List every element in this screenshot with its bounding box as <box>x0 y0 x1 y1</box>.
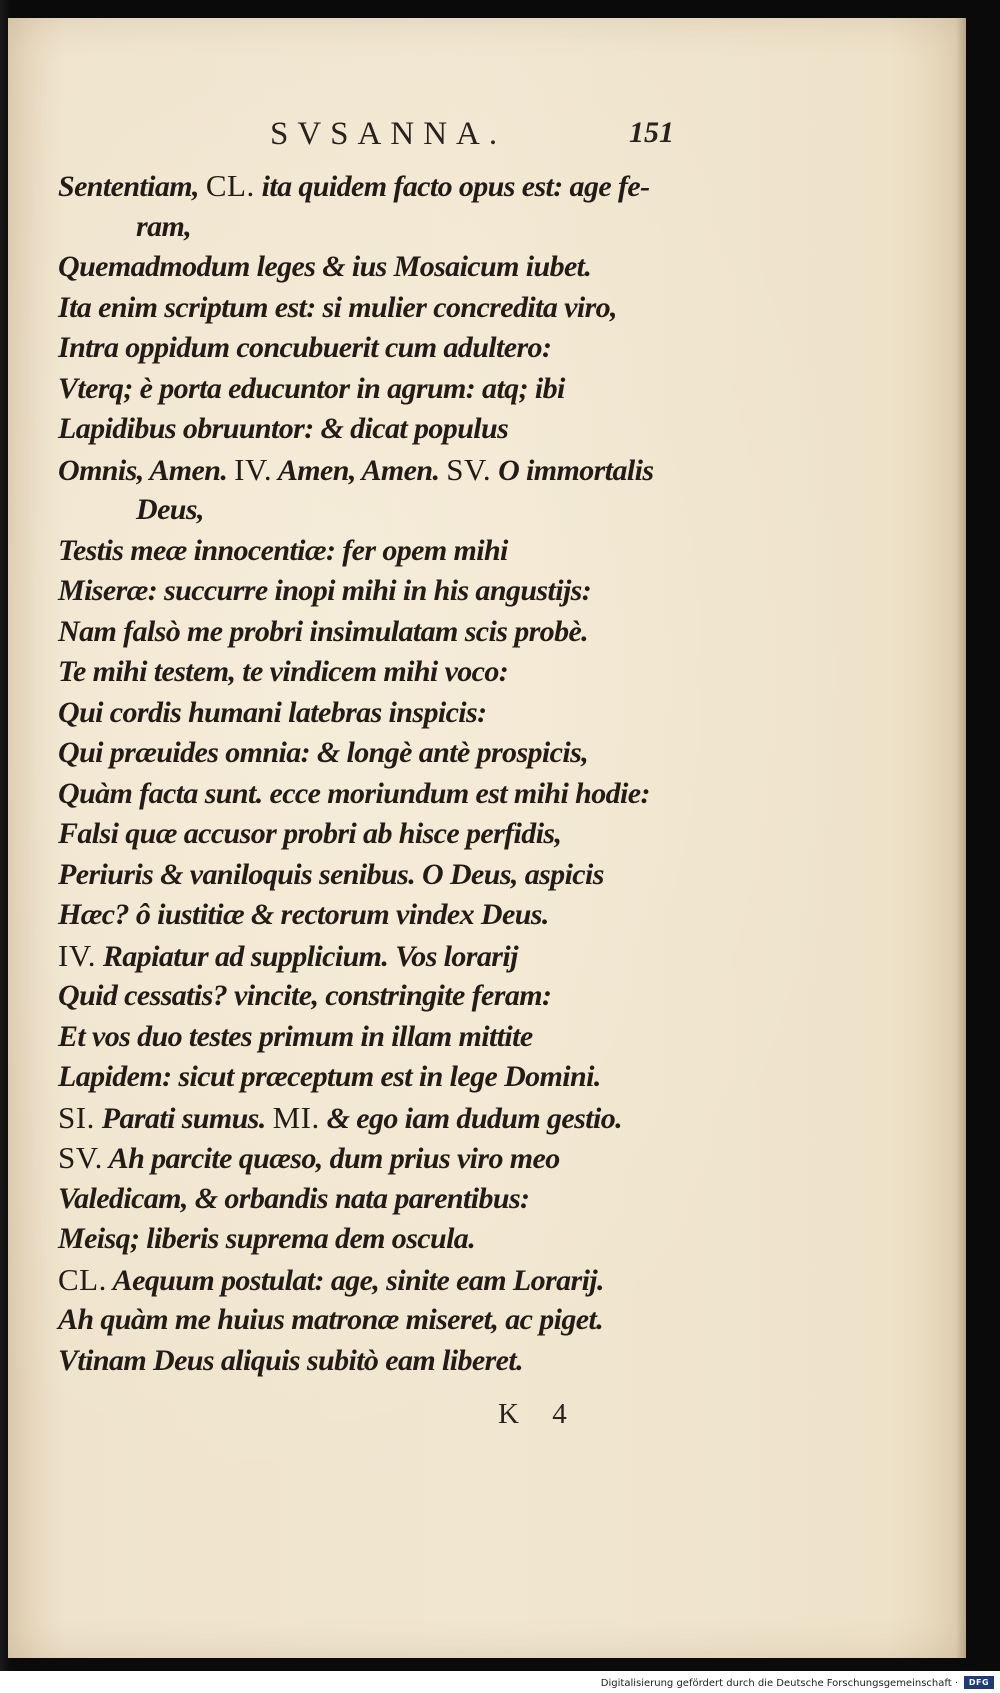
verse-line <box>58 450 698 491</box>
verse-text: Aequum postulat: age, sinite eam Lorarij. <box>106 1263 604 1297</box>
verse-text: Vtinam Deus aliquis subitò eam liberet. <box>58 1343 523 1377</box>
running-head: SVSANNA. <box>270 116 507 152</box>
verse-text: Qui præuides omnia: & longè antè prospicis, <box>58 736 589 769</box>
verse-text: Lapidibus obruuntor: & dicat populus <box>58 412 509 445</box>
verse-line <box>58 1260 698 1301</box>
speaker-label: SV. <box>446 451 492 487</box>
speaker-label: IV. <box>234 451 273 487</box>
verse-text: Miseræ: succurre inopi mihi in his angustijs: <box>58 574 592 607</box>
verse-text: Et vos duo testes primum in illam mittite <box>58 1019 533 1053</box>
verse-line <box>58 855 698 896</box>
speaker-label: SI. <box>58 1099 95 1135</box>
verse-text: Qui cordis humani latebras inspicis: <box>58 695 487 729</box>
verse-text-block <box>58 166 698 1381</box>
verse-line <box>58 247 698 288</box>
verse-line <box>58 612 698 653</box>
verse-line <box>58 1341 698 1382</box>
verse-text: Ah quàm me huius matronæ miseret, ac piget. <box>58 1303 604 1336</box>
verse-line <box>58 531 698 572</box>
verse-text: Quid cessatis? vincite, constringite feram: <box>58 979 552 1012</box>
verse-text: Vterq; è porta educuntor in agrum: atq; ibi <box>58 371 565 405</box>
verse-line <box>58 1017 698 1058</box>
verse-line <box>58 1057 698 1098</box>
verse-line <box>58 693 698 734</box>
verse-line <box>58 328 698 369</box>
dfg-logo-icon: DFG <box>964 1676 994 1689</box>
speaker-label: CL. <box>205 168 255 203</box>
footer-credit-text: Digitalisierung gefördert durch die Deutsche Forschungsgemeinschaft · <box>600 1678 958 1689</box>
speaker-label: SV. <box>58 1140 103 1175</box>
signature-mark: K 4 <box>498 1398 569 1430</box>
verse-line <box>58 1138 698 1179</box>
verse-text: Hæc? ô iustitiæ & rectorum vindex Deus. <box>58 898 549 931</box>
verse-line <box>58 207 698 248</box>
verse-text: Rapiatur ad supplicium. Vos lorarij <box>95 939 518 973</box>
page-number: 151 <box>629 116 674 149</box>
verse-line <box>58 166 698 207</box>
verse-text: Testis meæ innocentiæ: fer opem mihi <box>58 533 508 567</box>
verse-line <box>58 936 698 977</box>
verse-text: Valedicam, & orbandis nata parentibus: <box>58 1181 530 1215</box>
verse-line <box>58 1300 698 1341</box>
speaker-label: IV. <box>58 937 96 973</box>
verse-line <box>58 369 698 410</box>
verse-text: Ah parcite quæso, dum prius viro meo <box>102 1142 560 1175</box>
verse-text: Intra oppidum concubuerit cum adultero: <box>58 331 552 364</box>
verse-text: Lapidem: sicut præceptum est in lege Domini. <box>58 1060 601 1093</box>
verse-line <box>58 288 698 329</box>
verse-line <box>58 1098 698 1139</box>
verse-text: ita quidem facto opus est: age fe- <box>254 170 650 203</box>
verse-text: Periuris & vaniloquis senibus. O Deus, aspicis <box>58 857 604 891</box>
verse-text: Ita enim scriptum est: si mulier concredita viro, <box>58 290 617 324</box>
verse-line <box>58 490 698 531</box>
book-page <box>8 18 966 1658</box>
verse-text: Omnis, Amen. <box>58 453 235 487</box>
verse-text: Quàm facta sunt. ecce moriundum est mihi hodie: <box>58 776 650 810</box>
verse-text: Te mihi testem, te vindicem mihi voco: <box>58 655 509 688</box>
verse-text: Falsi quæ accusor probri ab hisce perfidis, <box>58 817 562 850</box>
verse-text: Sententiam, <box>58 170 206 203</box>
verse-text: Deus, <box>136 493 204 526</box>
verse-line <box>58 814 698 855</box>
verse-line <box>58 652 698 693</box>
verse-line <box>58 409 698 450</box>
verse-text: & ego iam dudum gestio. <box>319 1101 622 1135</box>
speaker-label: CL. <box>58 1261 107 1297</box>
verse-line <box>58 733 698 774</box>
speaker-label: MI. <box>272 1099 320 1135</box>
verse-text: O immortalis <box>491 453 654 487</box>
verse-line <box>58 895 698 936</box>
verse-text: Meisq; liberis suprema dem oscula. <box>58 1222 476 1255</box>
digitization-footer <box>0 1671 1000 1693</box>
verse-text: Nam falsò me probri insimulatam scis probè. <box>58 614 589 648</box>
verse-line <box>58 571 698 612</box>
verse-text: Parati sumus. <box>94 1101 273 1135</box>
verse-line <box>58 1219 698 1260</box>
verse-text: Quemadmodum leges & ius Mosaicum iubet. <box>58 250 592 283</box>
verse-line <box>58 774 698 815</box>
verse-line <box>58 976 698 1017</box>
verse-text: Amen, Amen. <box>272 453 447 487</box>
verse-line <box>58 1179 698 1220</box>
verse-text: ram, <box>136 209 192 243</box>
